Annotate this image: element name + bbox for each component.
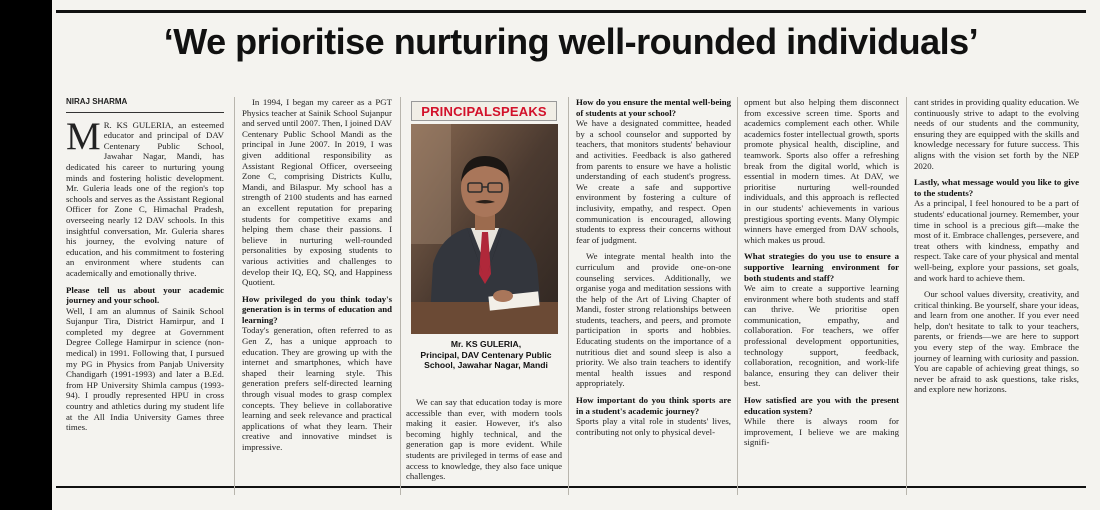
question-supportive-environment: What strategies do you use to ensure a supportive learning environment for both students and staff? [744,251,899,283]
headline: ‘We prioritise nurturing well-rounded individuals’ [163,21,979,62]
education-system-paragraph: cant strides in providing quality education. We continuously strive to adapt to the evolving needs of our students and the community, ensuring they are equipped with the skills and knowledge necessary for future success. This aligns with the vision set forth by the NEP 2020. [914,97,1079,171]
question-generation: How privileged do you think today's generation is in terms of education and learning? [242,293,392,325]
intro-paragraph [66,114,224,279]
caption-title: Principal, DAV Centenary Public [420,349,552,360]
byline: NIRAJ SHARMA [66,97,224,113]
answer-education-system-start: While there is always room for improvement, I believe we are making signifi- [744,416,899,448]
principal-speaks-badge: PRINCIPALSPEAKS [411,101,557,121]
intro-text: R. KS GULERIA, an esteemed educator and principal of DAV Centenary Public School, Jawahar Nagar, Mandi, has dedicated his career to nurturing young minds and fostering holistic development. Mr. Guleria leads one of the region's top schools and serves as the Assistant Regional Officer for Zone C, Himachal Pradesh, overseeing nearly 12 DAV schools. In this insightful conversation, Mr. Guleria shares his journey, the evolving nature of education, and his commitment to fostering an environment where students can academically and emotionally thrive. [66,119,224,278]
answer-supportive-environment: We aim to create a supportive learning environment where both students and staff can thrive. We prioritise open communication, empathy, and collaboration. For teachers, we offer professional development opportunities, technology support, feedback, collaboration, recognition, and work-life balance, ensuring they can deliver their best. [744,283,899,389]
answer-academic-journey: Well, I am an alumnus of Sainik School Sujanpur Tira, District Hamirpur, and I completed my degree at Government Degree College Hamirpur in science (non-medical) in 1991. Following that, I pursued my PG in Physics from Panjab University Chandigarh (1991-1993) and later a B.Ed. from HP University Shimla campus (1993-94). I proudly represented HPU in cross country and athletics during my student life at the All India University Games three times. [66,305,224,433]
photo-caption [408,339,564,371]
question-academic-journey: Please tell us about your academic journey and your school. [66,284,224,306]
sports-paragraph: opment but also helping them disconnect from excessive screen time. Sports and academics complement each other. While academics foster intellectual growth, sports promote physical health, discipline, and teamwork. Sports also offer a refreshing break from the digital world, which is essential in modern times. At DAV, we prioritise nurturing well-rounded individuals, and this approach is reflected in our students' achievements in various prestigious sporting events. Many Olympic winners have emerged from DAV schools, which makes us proud. [744,97,899,245]
question-education-system: How satisfied are you with the present education system? [744,395,899,416]
column-1 [66,97,224,492]
career-paragraph: In 1994, I began my career as a PGT Physics teacher at Sainik School Sujanpur and served until 2007. Then, I joined DAV Centenary Public School Mandi as the principal in June 2007. In 2019, I was given additional responsibility as Assistant Regional Officer, overseeing Zone C, comprising Districts Kullu, Mandi, and Bilaspur. My school has a strength of 2100 students and has earned an excellent reputation for preparing students for competitive exams and helping them chase their passions. I believe in nurturing well-rounded personalities by exposing students to various activities and challenges to develop their IQ, EQ, SQ, and Happiness Quotient. [242,97,392,288]
principal-photo [411,124,558,334]
principal-portrait-illustration [411,124,558,334]
answer-mental-wellbeing: We have a designated committee, headed by a school counselor and supported by teachers, that monitors students' behaviour and activities. Feedback is also gathered from parents to ensure we have a holistic understanding of each student's progress. We create a safe and supportive environment by fostering a culture of inclusivity, empathy, and respect. Open communication is encouraged, allowing students to express their concerns without fear of judgment. [576,118,731,245]
column-rule [400,97,401,495]
column-rule [568,97,569,495]
closing-paragraph: Our school values diversity, creativity, and critical thinking. Be yourself, share your ideas, and learn from one another. If you ever need help, don't hesitate to talk to your teachers, parents, or friends—we are here to support you every step of the way. Embrace the journey of learning with curiosity and passion. You are capable of achieving great things, so never be afraid to ask questions, take risks, and explore new horizons. [914,289,1079,395]
column-rule [737,97,738,495]
column-rule [906,97,907,495]
left-dark-margin [0,0,52,510]
newspaper-page [52,0,1100,510]
column-4 [576,97,731,492]
caption-name: Mr. KS GULERIA, [450,339,522,349]
column-rule [234,97,235,495]
column-2 [242,97,392,492]
column-6 [914,97,1079,492]
question-message: Lastly, what message would you like to give to the students? [914,177,1079,198]
column-3 [406,397,562,495]
answer-sports-start: Sports play a vital role in students' lives, contributing not only to physical devel- [576,416,731,437]
answer-generation: Today's generation, often referred to as Gen Z, has a unique approach to education. They are growing up with the internet and smartphones, which have shaped their learning style. This generation prefers self-directed learning through visual modes to grasp complex concepts. They believe in collaborative learning and seek relevance and practical applications of what they learn. Their creative and innovative mindset is impressive. [242,325,392,452]
question-sports: How important do you think sports are in a student's academic journey? [576,395,731,416]
article-frame [56,10,1086,488]
mental-health-paragraph: We integrate mental health into the curriculum and provide one-on-one counseling services. Additionally, we organise yoga and meditation sessions with the help of the Art of Living Chapter of Mandi, foster strong relationships between students, teachers, and peers, and promote participation in sports and hobbies. Educating students on the importance of a nutritious diet and sound sleep is also a priority. We also train teachers to identify mental health issues and respond appropriately. [576,251,731,389]
education-access-paragraph: We can say that education today is more accessible than ever, with modern tools making it easier. However, it's also becoming highly technical, and the generation gap is more evident. While students are privileged in terms of ease and access to knowledge, they also face unique challenges. [406,397,562,482]
answer-message: As a principal, I feel honoured to be a part of students' educational journey. Remember, your time in school is a precious gift—make the most of it. Embrace challenges, persevere, and treat others with kindness, empathy and respect. Take care of your physical and mental well-being, explore your passions, set goals, and work hard to achieve them. [914,198,1079,283]
column-5 [744,97,899,492]
drop-cap: M [66,114,101,158]
caption-school: School, Jawahar Nagar, Mandi [424,360,548,371]
question-mental-wellbeing: How do you ensure the mental well-being of students at your school? [576,97,731,118]
